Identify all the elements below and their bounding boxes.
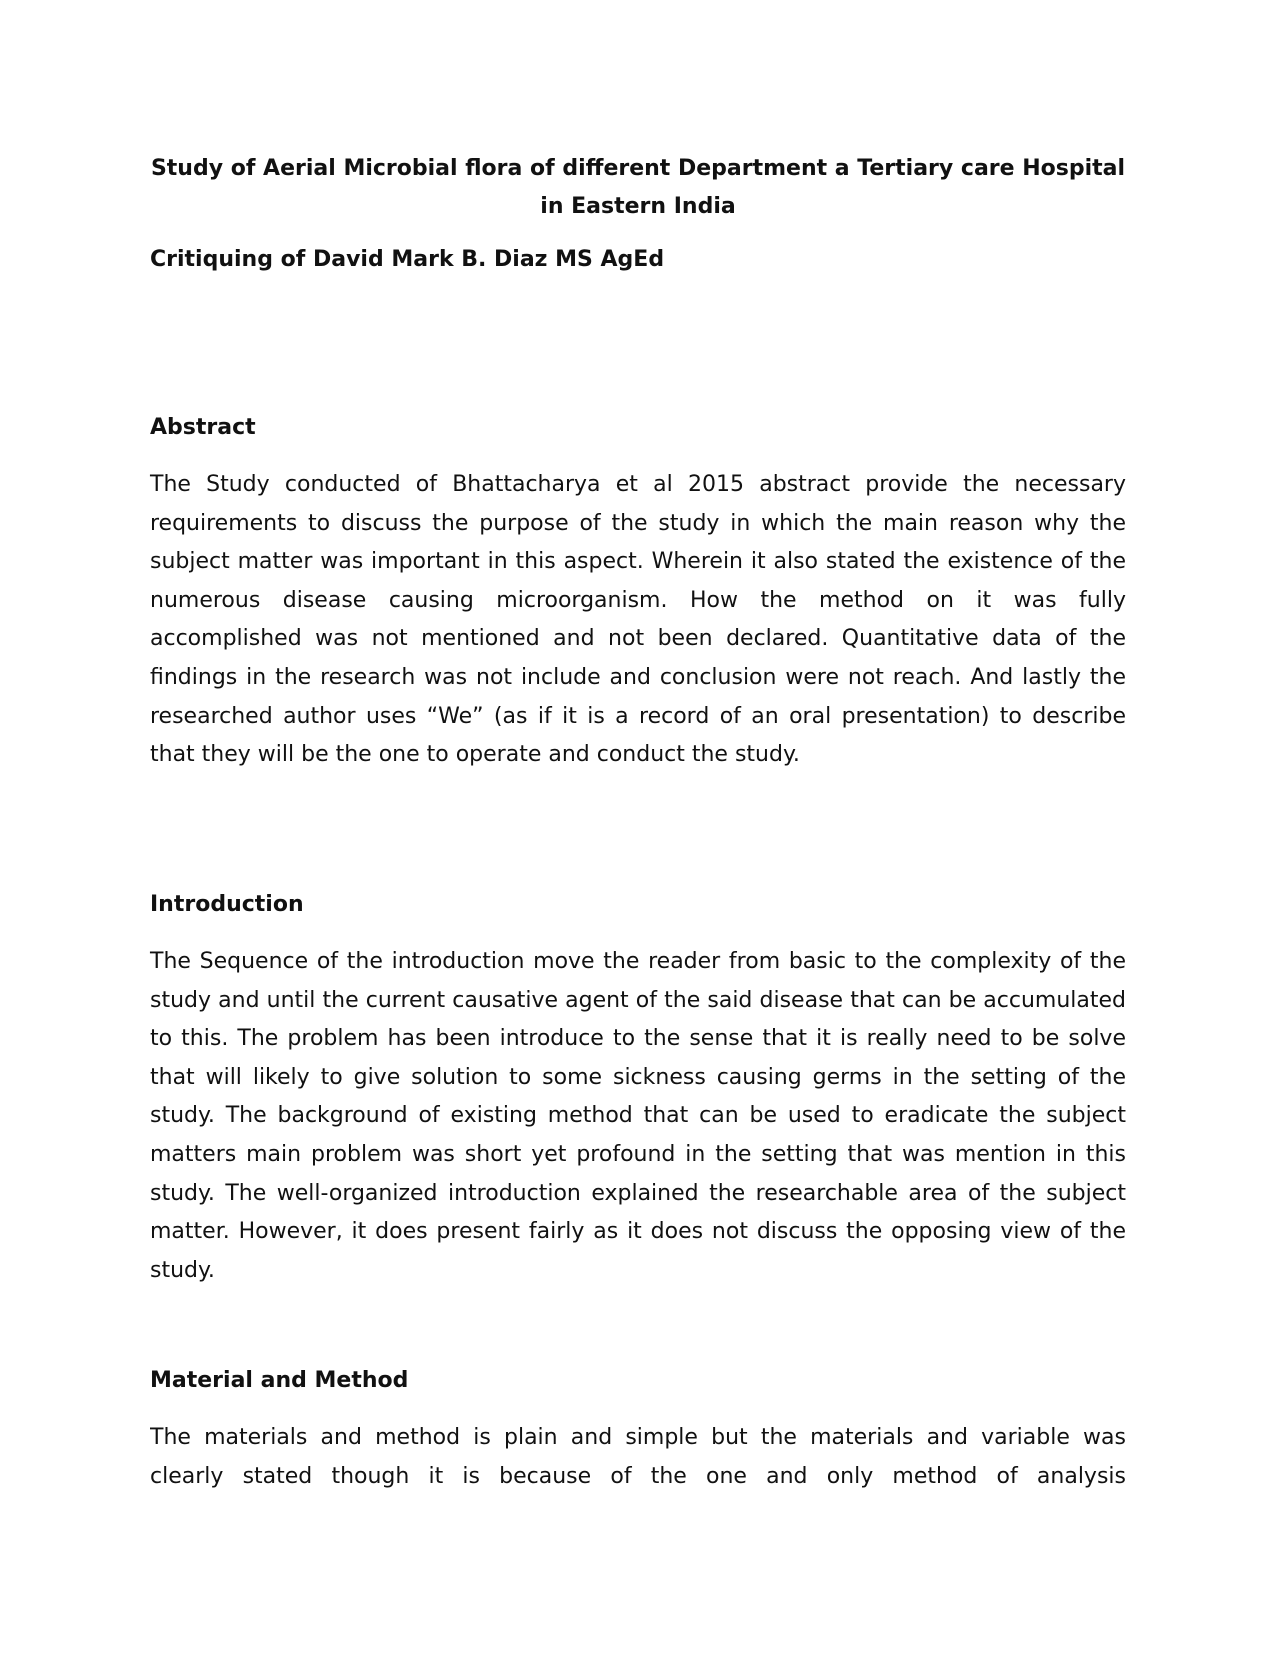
introduction-heading: Introduction (150, 892, 304, 917)
material-method-paragraph: The materials and method is plain and simple but the materials and variable was clearly stated though it is because of the one and only method of analysis (150, 1425, 1126, 1489)
introduction-paragraph: The Sequence of the introduction move the reader from basic to the complexity of the study and until the current causative agent of the said disease that can be accumulated to this. The problem has been introduce to the sense that it is really need to be solve that will likely to give solution to some sickness causing germs in the setting of the study. The background of existing method that can be used to eradicate the subject matters main problem was short yet profound in the setting that was mention in this study. The well-organized introduction explained the researchable area of the subject matter. However, it does present fairly as it does not discuss the opposing view of the study. (150, 949, 1126, 1283)
material-method-heading: Material and Method (150, 1368, 409, 1393)
critique-author-line: Critiquing of David Mark B. Diaz MS AgEd (150, 247, 665, 272)
abstract-heading: Abstract (150, 415, 256, 440)
document-title: Study of Aerial Microbial flora of different Department a Tertiary care Hospital in Eastern India (150, 156, 1126, 219)
abstract-paragraph: The Study conducted of Bhattacharya et al 2015 abstract provide the necessary requirements to discuss the purpose of the study in which the main reason why the subject matter was important in this aspect. Wherein it also stated the existence of the numerous disease causing microorganism. How the method on it was fully accomplished was not mentioned and not been declared. Quantitative data of the findings in the research was not include and conclusion were not reach. And lastly the researched author uses “We” (as if it is a record of an oral presentation) to describe that they will be the one to operate and conduct the study. (150, 472, 1126, 768)
